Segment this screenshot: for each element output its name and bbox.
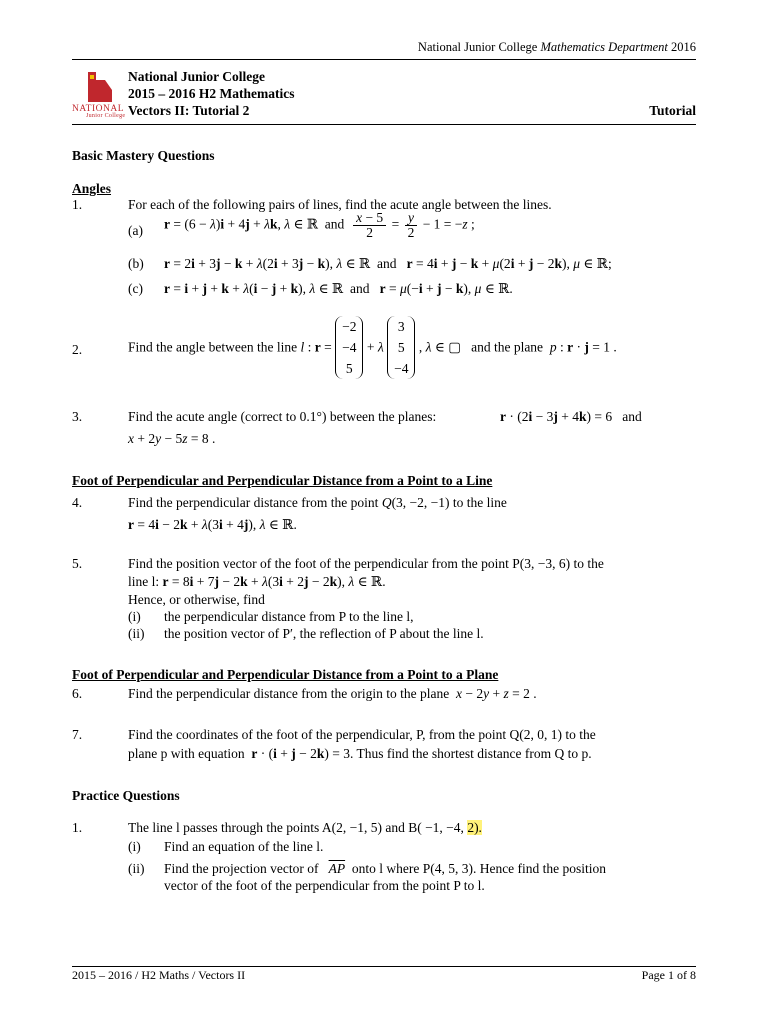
title-right: Tutorial	[649, 103, 696, 118]
q4-number: 4.	[72, 495, 83, 510]
college-crest-icon	[76, 70, 126, 106]
practice-question-1	[72, 820, 696, 900]
p1-i-text: Find an equation of the line l.	[164, 839, 324, 854]
q5-line3: Hence, or otherwise, find	[128, 592, 265, 607]
q2-col2-1: 5	[397, 340, 405, 355]
footer-left: 2015 – 2016 / H2 Maths / Vectors II	[72, 968, 246, 982]
section-practice: Practice Questions	[72, 788, 180, 803]
q1-c-eq: r = i + j + k + λ(i − j + k), λ ∈ ℝ and r = μ(−i + j − k), μ ∈ ℝ.	[164, 281, 513, 296]
question-2	[72, 316, 696, 384]
running-header-right: 2016	[667, 40, 696, 54]
q5-line2-pre: line l:	[128, 574, 160, 589]
p1-line1-highlight: 2).	[467, 820, 482, 835]
section-basic: Basic Mastery Questions	[72, 148, 215, 163]
section-foot-plane: Foot of Perpendicular and Perpendicular Distance from a Point to a Plane	[72, 667, 499, 682]
q2-col1-1: −4	[342, 340, 357, 355]
p1-line1-pre: The line l passes through the points A(2, −1, 5) and B( −1, −4,	[128, 820, 468, 835]
q2-number: 2.	[72, 342, 83, 357]
p1-ii-vector: $\overline{AP}$	[328, 861, 346, 876]
running-header	[418, 40, 696, 55]
q2-col2-2: −4	[394, 361, 409, 376]
q6-number: 6.	[72, 686, 83, 701]
p1-ii-post: onto l where P(4, 5, 3). Hence find the position	[351, 861, 607, 876]
p1-ii-line1	[164, 861, 696, 877]
footer-rule	[72, 966, 696, 967]
q5-line2: line l: r = 8i + 7j − 2k + λ(3i + 2j − 2k), λ ∈ ℝ.	[128, 574, 386, 589]
q1-c-label: (c)	[128, 281, 143, 296]
question-5	[72, 556, 696, 644]
q1-text: For each of the following pairs of lines, find the acute angle between the lines.	[128, 197, 552, 212]
running-header-left: National Junior College	[417, 40, 541, 54]
section-foot-line: Foot of Perpendicular and Perpendicular Distance from a Point to a Line	[72, 473, 493, 488]
question-7	[72, 727, 696, 767]
q5-ii-text: the position vector of P′, the reflection of P about the line l.	[164, 626, 484, 641]
q1-a-eq: r = (6 − λ)i + 4j + λk, λ ∈ ℝ and $\frac{x - 5}{2}$ = $\frac{y}{2}$ − 1 = −z ;	[164, 210, 475, 240]
p1-ii-label: (ii)	[128, 861, 145, 876]
question-3	[72, 409, 696, 449]
q5-line1: Find the position vector of the foot of the perpendicular from the point P(3, −3, 6) to the	[128, 556, 604, 571]
q2-point-vector	[335, 316, 363, 379]
question-1	[72, 197, 696, 307]
q7-line2-post: . Thus find the shortest distance from Q to p.	[350, 746, 592, 761]
title-line1: National Junior College	[128, 69, 266, 84]
q2-col2-0: 3	[397, 319, 405, 334]
q1-b-label: (b)	[128, 256, 144, 271]
q3-and: and	[622, 409, 642, 424]
p1-number: 1.	[72, 820, 83, 835]
q4-text: Find the perpendicular distance from the point	[128, 495, 379, 510]
title-rule	[72, 124, 696, 125]
title-line3: Vectors II: Tutorial 2	[128, 103, 250, 118]
q2-pre: Find the angle between the line	[128, 339, 298, 355]
q3-line1-text: Find the acute angle (correct to 0.1°) between the planes:	[128, 409, 437, 424]
q2-mid: and the plane	[471, 339, 544, 355]
section-angles: Angles	[72, 181, 112, 196]
q3-number: 3.	[72, 409, 83, 424]
question-4	[72, 495, 696, 535]
title-line2: 2015 – 2016 H2 Mathematics	[128, 86, 295, 101]
q7-line2-pre: plane p with equation	[128, 746, 245, 761]
q4-line-eq: r = 4i − 2k + λ(3i + 4j), λ ∈ ℝ.	[128, 517, 297, 532]
q7-line2: plane p with equation r · (i + j − 2k) = 3. Thus find the shortest distance from Q to p.	[128, 746, 592, 761]
logo-sub: Junior College	[86, 113, 126, 119]
p1-line1	[128, 820, 482, 836]
header-rule	[72, 59, 696, 60]
q6-line: Find the perpendicular distance from the origin to the plane x − 2y + z = 2 .	[128, 686, 537, 701]
logo-wordmark	[72, 104, 125, 119]
q1-number: 1.	[72, 197, 83, 212]
p1-ii-line2: vector of the foot of the perpendicular from the point P to l.	[164, 878, 485, 893]
q6-text: Find the perpendicular distance from the origin to the plane	[128, 686, 450, 701]
p1-ii-pre: Find the projection vector of	[164, 861, 319, 876]
q2-direction-vector	[387, 316, 415, 379]
q2-col1-2: 5	[345, 361, 353, 376]
q5-number: 5.	[72, 556, 83, 571]
q5-ii-label: (ii)	[128, 626, 145, 641]
q5-i-text: the perpendicular distance from P to the line l,	[164, 609, 414, 624]
q1-b-eq: r = 2i + 3j − k + λ(2i + 3j − k), λ ∈ ℝ and r = 4i + j − k + μ(2i + j − 2k), μ ∈ ℝ;	[164, 256, 612, 271]
q2-body: Find the angle between the line l : r = −2 −4 5 + λ 3 5 −4 , λ ∈ ▢ and the plane p : r · j = 1 .	[128, 316, 617, 379]
q4-to: to the line	[452, 495, 507, 510]
q4-line1: Find the perpendicular distance from the point Q(3, −2, −1) to the line	[128, 495, 507, 510]
q3-plane1: r · (2i − 3j + 4k) = 6 and	[500, 409, 642, 424]
q3-plane2: x + 2y − 5z = 8 .	[128, 431, 216, 446]
q7-number: 7.	[72, 727, 83, 742]
footer-right: Page 1 of 8	[641, 968, 696, 982]
q2-col1-0: −2	[342, 319, 357, 334]
logo-name: NATIONAL	[72, 104, 125, 114]
q1-a-label: (a)	[128, 223, 143, 238]
running-header-italic: Mathematics Department	[540, 40, 668, 54]
q7-line1: Find the coordinates of the foot of the perpendicular, P, from the point Q(2, 0, 1) to the	[128, 727, 596, 742]
question-6	[72, 686, 696, 706]
q5-i-label: (i)	[128, 609, 141, 624]
p1-i-label: (i)	[128, 839, 141, 854]
